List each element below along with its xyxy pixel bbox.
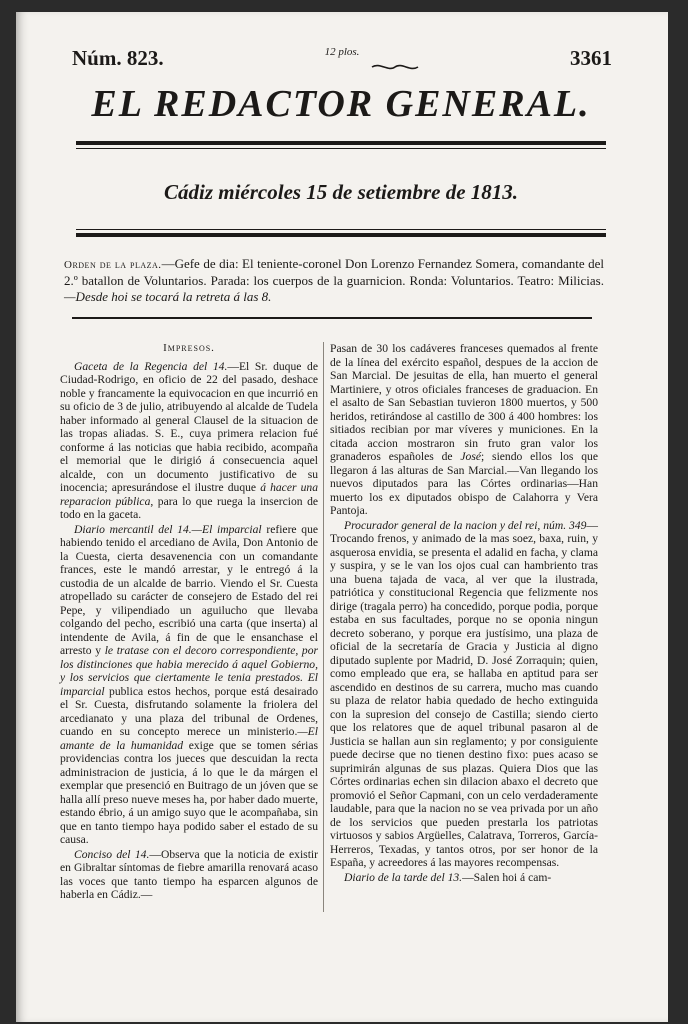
masthead-header-row — [72, 46, 612, 76]
section-heading-impresos: Impresos. — [163, 342, 215, 354]
diario-mercantil-paragraph: Diario mercantil del 14.—El imparcial refiere que habiendo tenido el arcediano de Avila, Don Antonio de la Cuesta, cierta desavenencia con un comandante frances, este le mandó arrestar, y le entregó á la custodia de un alcalde de barrio. Viendo el Sr. Cuesta atropellado su carácter de consejero de Estado del rei Pepe, y vilipendiado un aguilucho que llevaba colgando del pecho, escribió una carta (que inserta) al intendente de Avila, á fin de que le ensanchase el arresto y le tratase con el decoro correspondiente, por los distinciones que habia merecido á aquel Gobierno, y los servicios que ciertamente le tenia prestados. El imparcial publica estos hechos, porque está desairado el Sr. Cuesta, disfrutando solamente la friolera del arcedianato y una plaza del tribunal de Ordenes, cuando en su concepto merece un ministerio.—El amante de la humanidad exige que se tomen sérias providencias contra los jueces que descuidan la recta administracion de justicia, á lo que le da márgen el exemplar que presenció en Buitrago de un jóven que se halla allí preso nueve meses ha, por haber dado muerte, estando ébrio, á un amigo suyo que le acompañaba, sin que en tanto tiempo haya podido saber el estado de su causa. — [60, 522, 319, 846]
title-rule-thin — [76, 148, 606, 149]
dateline-rule-thin — [76, 229, 606, 230]
conciso-lead: Conciso del 14. — [74, 847, 150, 861]
gaceta-paragraph: Gaceta de la Regencia del 14.—El Sr. duque de Ciudad-Rodrigo, en oficio de 22 del pasado, deshace noble y francamente la equivocacion en que incurrió en su oficio de 3 de julio, atribuyendo al alcalde de Tudela haber informado al general Clausel de la situacion de las tropas aliadas. S. E., cuya primera relacion fué conforme á las noticias que habia recibido, acompaña el memorial que le dirigió á consecuencia aquel alcalde, con un documento justificativo de su inocencia; apresurándose el ilustre duque á hacer una reparacion pública, para lo que ruega la insercion de todo en la gaceta. — [60, 359, 319, 521]
diario-tarde-lead: Diario de la tarde del 13. — [344, 870, 463, 884]
newspaper-title: EL REDACTOR GENERAL. — [91, 83, 591, 125]
dateline-rule-thick — [76, 233, 606, 237]
orden-note: —Desde hoi se tocará la retreta á las 8. — [64, 289, 272, 304]
flourish-ornament — [370, 62, 420, 72]
issue-number: Núm. 823. — [72, 46, 164, 70]
newspaper-page — [16, 12, 668, 1022]
right-column — [330, 342, 598, 885]
diario-tarde-paragraph: Diario de la tarde del 13.—Salen hoi á cam- — [344, 870, 552, 884]
procurador-paragraph: Procurador general de la nacion y del rei, núm. 349—Trocando frenos, y animado de la mas soez, baxa, ruin, y asquerosa envidia, se presenta el adalid en facha, y clama y suspira, y se le van los ojos cual can hambriento tras una buena tajada de vaca, al ver que la ilustrada, patriótica y constitucional Regencia que felizmente nos dirige (tragala perro) ha concedido, porque podia, porque estaba en sus facultades, porque no se oponia ningun decreto soberano, y porque era justísimo, una plaza de oficial de la secretaría de Gracia y Justicia al digno diputado suplente por Madrid, D. José Zorraquin; quien, como empleado que era, se hallaba en aptitud para ser ascendido en destinos de su carrera, mucho mas cuando su plaza de relator habia quedado de hecho extinguida con la supresion del consejo de Castilla; siendo cierto que los relatores que de aquel tribunal pasaron al de Justicia se hallan aun sin reglamento; y por consiguiente puede decirse que no tienen destino fixo: pues acaso se suprimirán algunas de sus plazas. Quiera Dios que las Córtes ordinarias echen sin dilacion abaxo el decreto que promovió el Señor Capmani, con un celo verdaderamente laudable, para que la nacion no se vea privada por un año de los servicios que pueden prestarla los patriotas virtuosos y sabios Argüelles, Calatrava, Torreros, García-Herreros, Texadas, y tantos otros, por ser honor de la España, y acreedores á las mayores recompensas. — [330, 518, 598, 869]
diario-mercantil-lead: Diario mercantil del 14. — [74, 522, 192, 536]
dateline: Cádiz miércoles 15 de setiembre de 1813. — [163, 180, 519, 204]
orden-label: Orden de la plaza. — [64, 259, 162, 271]
column-divider — [323, 342, 324, 912]
orden-de-la-plaza — [64, 256, 604, 305]
orden-text: —Gefe de dia: El teniente-coronel Don Lorenzo Fernandez Somera, comandante del 2.º batallon de Voluntarios. Parada: los cuerpos de la guarnicion. Ronda: Voluntarios. Teatro: Milicias. — [64, 256, 605, 288]
left-column — [60, 342, 318, 903]
pliego-mark: 12 plos. — [324, 46, 360, 58]
gaceta-lead: Gaceta de la Regencia del 14. — [74, 359, 228, 373]
orden-rule — [72, 317, 592, 319]
title-rule-thick — [76, 141, 606, 145]
conciso-paragraph: Conciso del 14.—Observa que la noticia de existir en Gibraltar síntomas de fiebre amarilla renovará acaso las voces que tanto tiempo ha esparcen algunos de haberla en Cádiz.— — [60, 847, 318, 901]
procurador-lead: Procurador general de la nacion y del rei, núm. 349 — [344, 518, 587, 532]
page-number: 3361 — [570, 46, 612, 70]
continuation-paragraph: Pasan de 30 los cadáveres franceses quemados al frente de la línea del exército español, despues de la accion de San Marcial. De jesuitas de ella, han muerto el general Martiniere, y otros oficiales franceses de graduacion. En el asalto de San Sebastian tuvieron 1800 muertos, y 500 heridos, retirándose al castillo de 300 á 400 hombres: los sitiados recibian por mar víveres y municiones. En la citada accion mostraron sin fruto gran valor los granaderos españoles de José; siendo ellos los que llegaron á las alturas de San Marcial.—Van llegando los nuevos diputados para las Córtes ordinarias—Han muerto los ex diputados obispo de Calahorra y Vera Pantoja. — [330, 342, 598, 517]
